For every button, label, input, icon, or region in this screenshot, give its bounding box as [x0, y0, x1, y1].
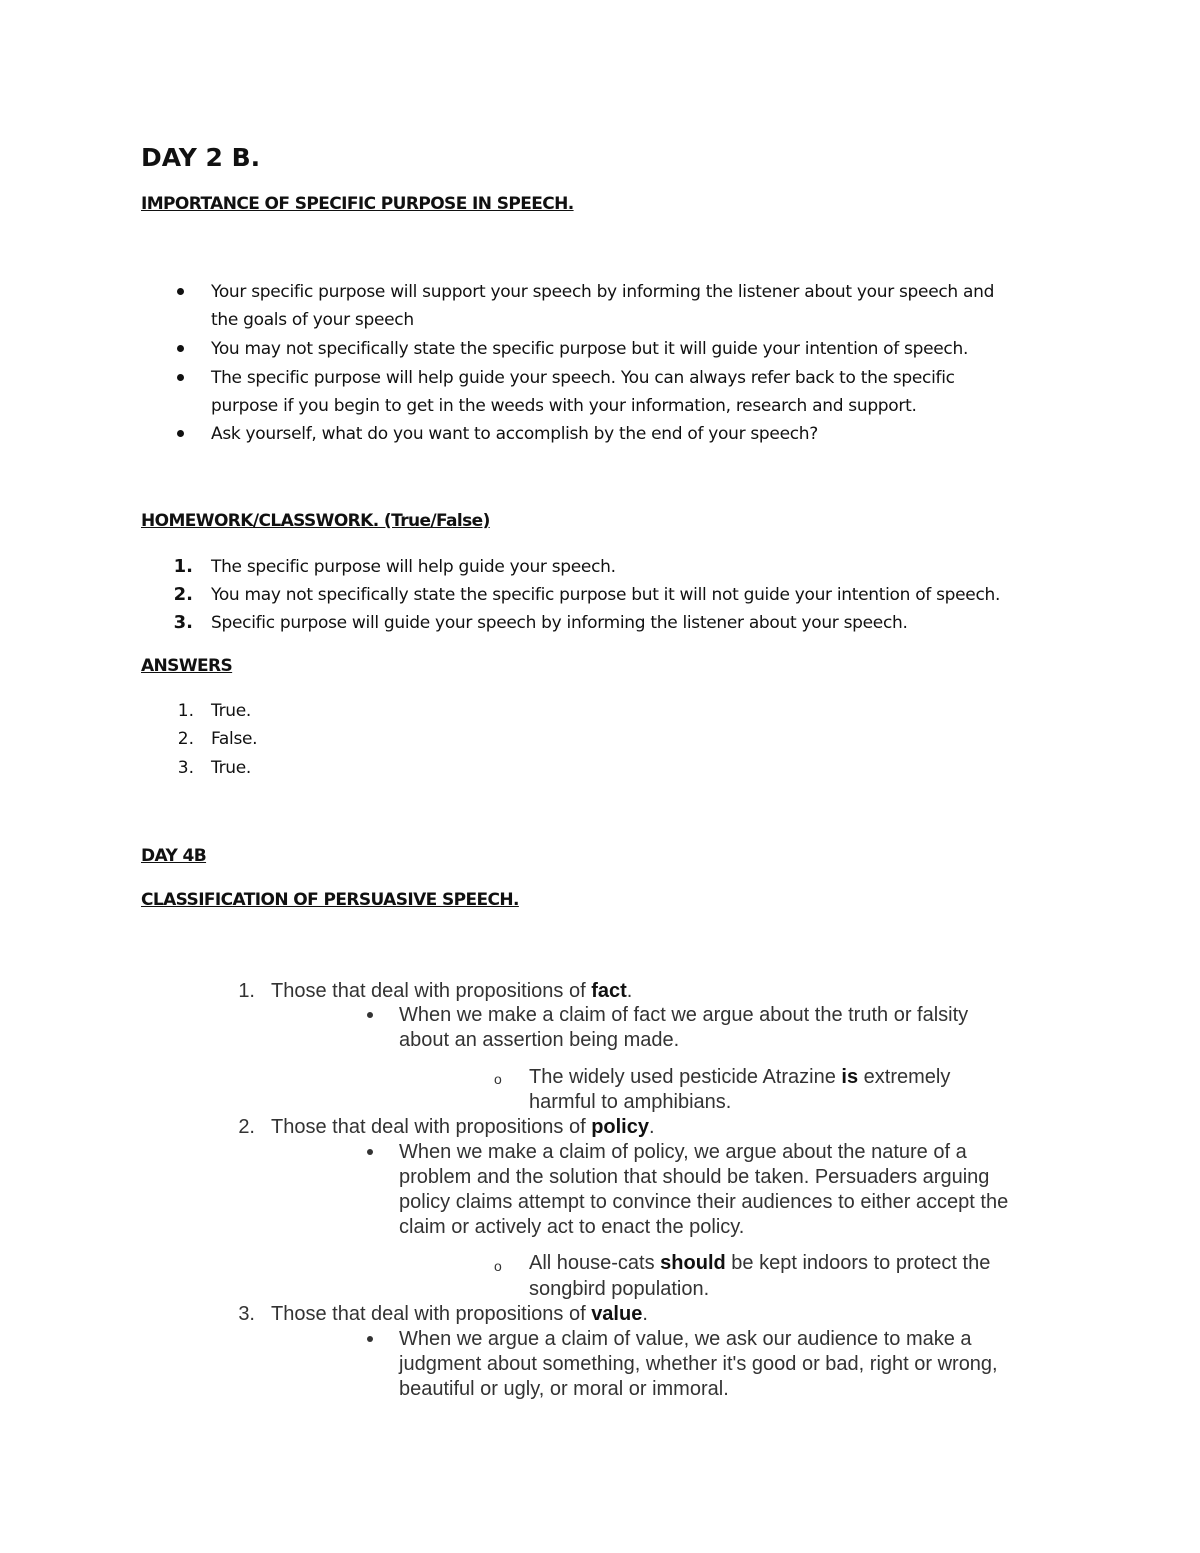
- day2-bullet-1-line1: Your specific purpose will support your speech by informing the listener about your speech and: [211, 282, 995, 302]
- classification-prefix: Those that deal with propositions of: [271, 1303, 592, 1325]
- day2-title: DAY 2 B.: [141, 143, 261, 172]
- classification-num-2: 2.: [238, 1116, 255, 1138]
- value-detail-line1: When we argue a claim of value, we ask our audience to make a: [399, 1328, 972, 1350]
- homework-num-1: 1.: [173, 556, 193, 577]
- example-keyword: should: [660, 1252, 726, 1274]
- fact-detail-line1: When we make a claim of fact we argue about the truth or falsity: [399, 1004, 969, 1026]
- answer-1: True.: [211, 701, 252, 721]
- keyword-fact: fact: [591, 980, 627, 1002]
- policy-detail-line1: When we make a claim of policy, we argue about the nature of a: [399, 1141, 967, 1163]
- value-detail-line2: judgment about something, whether it's good or bad, right or wrong,: [399, 1353, 998, 1375]
- answer-2: False.: [211, 729, 258, 749]
- keyword-policy: policy: [591, 1116, 649, 1138]
- classification-suffix: .: [642, 1303, 648, 1325]
- example-post: be kept indoors to protect the: [725, 1252, 991, 1274]
- classification-suffix: .: [626, 980, 633, 1002]
- classification-suffix: .: [648, 1116, 655, 1138]
- fact-example-line2: harmful to amphibians.: [529, 1091, 732, 1113]
- day4-heading: CLASSIFICATION OF PERSUASIVE SPEECH.: [141, 890, 519, 910]
- sub-bullet-dot: [367, 1149, 373, 1155]
- classification-prefix: Those that deal with propositions of: [271, 980, 592, 1002]
- classification-num-3: 3.: [238, 1303, 255, 1325]
- keyword-value: value: [591, 1303, 643, 1325]
- example-keyword: is: [841, 1066, 859, 1088]
- day2-bullet-3-line2: purpose if you begin to get in the weeds with your information, research and support.: [211, 396, 917, 416]
- day2-bullet-1-line2: the goals of your speech: [211, 310, 414, 330]
- sub-sub-marker: o: [494, 1071, 502, 1087]
- answer-num-2: 2.: [177, 729, 194, 749]
- day2-heading: IMPORTANCE OF SPECIFIC PURPOSE IN SPEECH.: [141, 194, 574, 214]
- bullet-dot: [177, 345, 184, 352]
- day2-bullet-2-line1: You may not specifically state the specific purpose but it will guide your intention of speech.: [211, 339, 969, 359]
- policy-detail-line2: problem and the solution that should be taken. Persuaders arguing: [399, 1166, 990, 1188]
- homework-num-2: 2.: [173, 584, 193, 605]
- sub-bullet-dot: [367, 1336, 373, 1342]
- example-pre: All house-cats: [529, 1252, 661, 1274]
- example-post: extremely: [858, 1066, 951, 1088]
- policy-example-line1: [529, 1252, 990, 1275]
- policy-example-line2: songbird population.: [529, 1278, 710, 1300]
- homework-item-1: The specific purpose will help guide your speech.: [211, 557, 616, 577]
- answer-num-3: 3.: [177, 758, 194, 778]
- bullet-dot: [177, 288, 184, 295]
- sub-bullet-dot: [367, 1012, 373, 1018]
- bullet-dot: [177, 430, 184, 437]
- fact-detail-line2: about an assertion being made.: [399, 1029, 680, 1051]
- policy-detail-line4: claim or actively act to enact the policy.: [399, 1216, 745, 1238]
- fact-example-line1: [529, 1066, 950, 1089]
- classification-item-fact: [271, 980, 632, 1003]
- sub-sub-marker: o: [494, 1258, 502, 1274]
- homework-item-2: You may not specifically state the specific purpose but it will not guide your intention of speech.: [211, 585, 1001, 605]
- answers-heading: ANSWERS: [141, 656, 233, 676]
- policy-detail-line3: policy claims attempt to convince their audiences to either accept the: [399, 1191, 1009, 1213]
- bullet-dot: [177, 374, 184, 381]
- homework-item-3: Specific purpose will guide your speech by informing the listener about your speech.: [211, 613, 908, 633]
- day2-bullet-4-line1: Ask yourself, what do you want to accomplish by the end of your speech?: [211, 424, 818, 444]
- homework-heading: HOMEWORK/CLASSWORK. (True/False): [141, 511, 490, 531]
- classification-item-policy: [271, 1116, 655, 1139]
- answer-3: True.: [211, 758, 252, 778]
- day2-bullet-3-line1: The specific purpose will help guide your speech. You can always refer back to the specific: [211, 368, 955, 388]
- day4-title: DAY 4B: [141, 846, 207, 866]
- classification-item-value: [271, 1303, 648, 1326]
- value-detail-line3: beautiful or ugly, or moral or immoral.: [399, 1378, 729, 1400]
- homework-num-3: 3.: [173, 612, 193, 633]
- classification-prefix: Those that deal with propositions of: [271, 1116, 592, 1138]
- example-pre: The widely used pesticide Atrazine: [529, 1066, 842, 1088]
- classification-num-1: 1.: [238, 980, 255, 1002]
- answer-num-1: 1.: [177, 701, 194, 721]
